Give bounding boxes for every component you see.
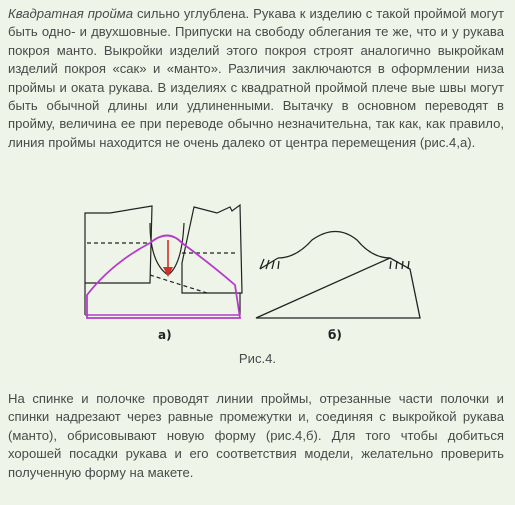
- figure-4b-pattern: [256, 232, 420, 319]
- sleeve-cap-curve: [278, 232, 390, 259]
- paragraph-conclusion: На спинке и полочке проводят линии проймы, отрезанные части полочки и спинки надрезают через равные промежутки и, соединяя с выкройкой рукава (манто), обрисовывают новую форму (рис.4,б). Для того чтобы добиться хорошей посадки рукава и его соответствия модели, желательно проверить полученную форму на макете.: [8, 391, 504, 480]
- figure-4-drawing: [82, 203, 442, 345]
- figure-caption: Рис.4.: [238, 351, 277, 366]
- cut-slits-right: [390, 261, 409, 269]
- sleeve-body-outline: [256, 258, 420, 318]
- back-piece-outline: [85, 206, 152, 283]
- figure-4a-pattern: [85, 205, 242, 315]
- term-square-armhole: Квадратная пройма: [8, 6, 134, 21]
- paragraph-intro: [8, 5, 504, 152]
- label-b: б): [328, 328, 342, 342]
- sleeve-outline-magenta: [87, 236, 240, 319]
- label-a: а): [158, 328, 172, 342]
- paragraph-intro-text: сильно углублена. Рукава к изделию с такой проймой могут быть одно- и двухшовные. Припуски на свободу облегания те же, что и у рукава покроя манто. Выкройки изделий этого покроя строят аналогично выкройкам изделий покроя «сак» и «манто». Различия заключаются в оформлении низа проймы и оката рукава. В изделиях с квадратной проймой плече вые швы могут быть обычной длины или удлиненными. Вытачку в основном переводят в пройму, величина ее при переводе обычно незначительна, так как, как правило, линия проймы находится не очень далеко от центра перемещения (рис.4,а).: [8, 6, 504, 150]
